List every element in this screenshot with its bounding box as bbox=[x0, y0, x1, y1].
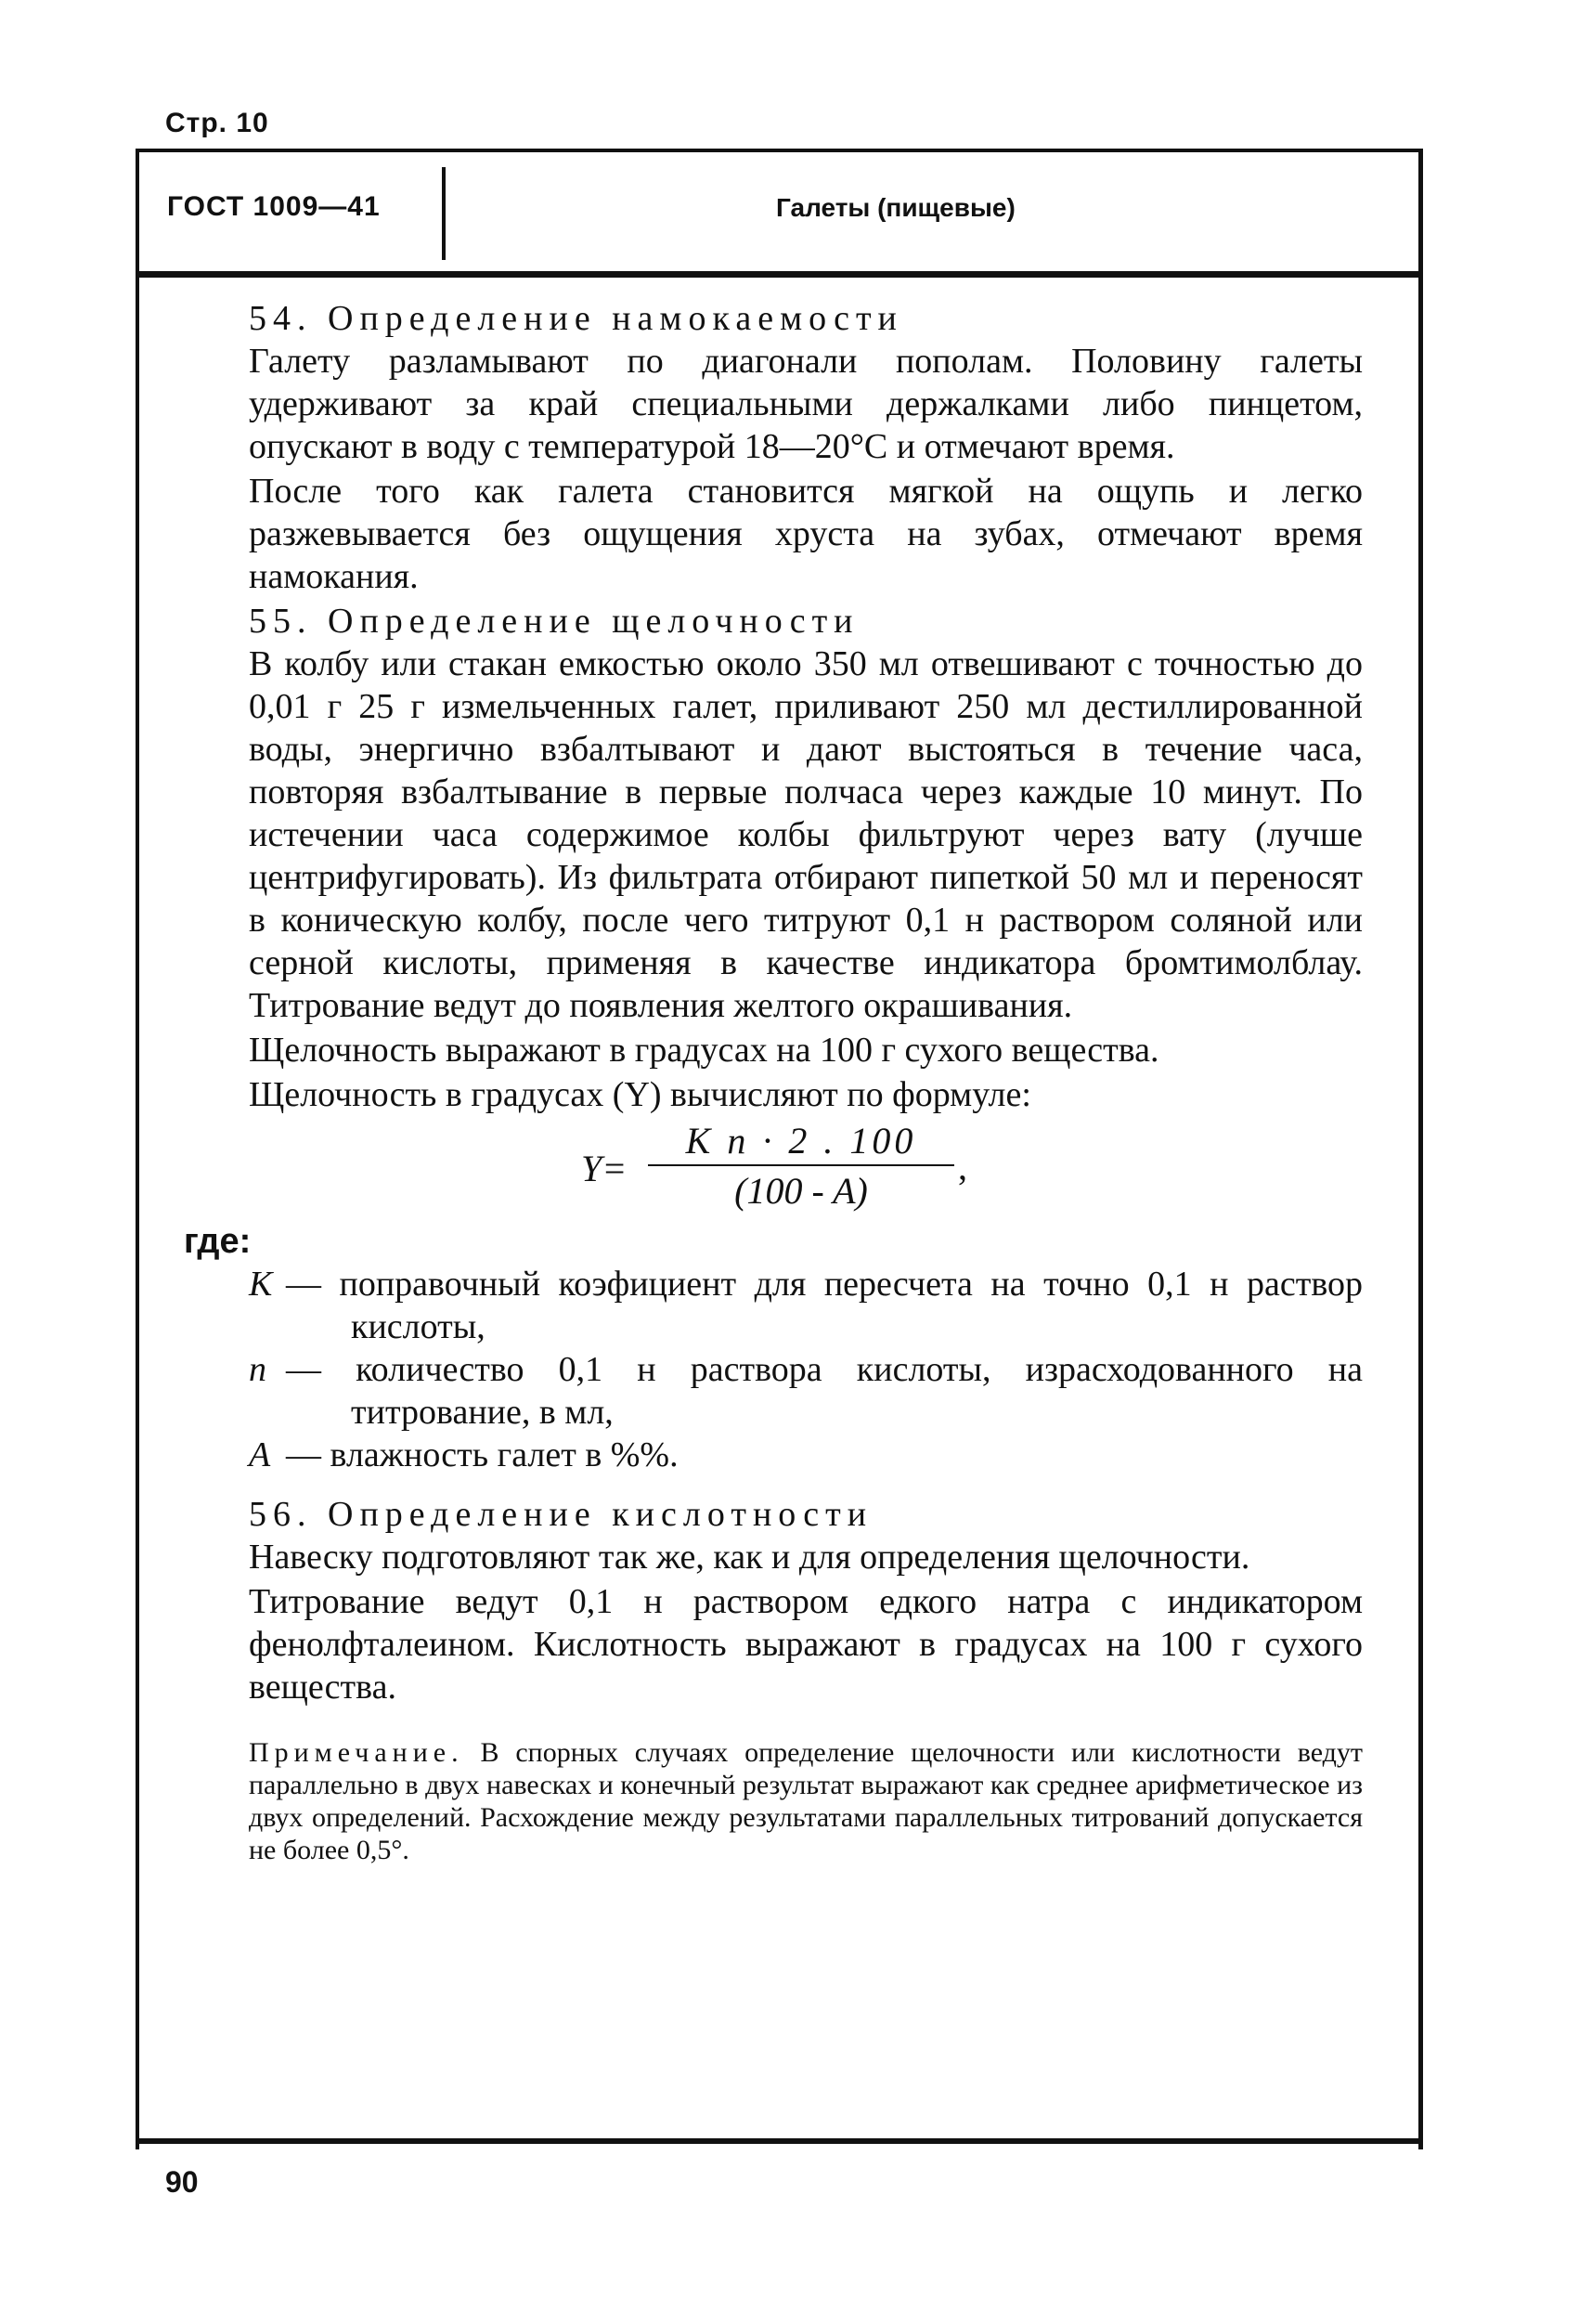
formula-denominator: (100 - A) bbox=[734, 1170, 868, 1212]
page-label: Стр. 10 bbox=[165, 108, 269, 138]
document-title: Галеты (пищевые) bbox=[776, 193, 1016, 222]
section-55-paragraph-3: Щелочность в градусах (Y) вычисляют по формуле: bbox=[249, 1075, 1031, 1114]
spacer bbox=[249, 1476, 1363, 1493]
formula-numerator: K n · 2 . 100 bbox=[685, 1120, 917, 1162]
definition-text: — количество 0,1 н раствора кислоты, израсходованного на титрование, в мл, bbox=[286, 1350, 1363, 1432]
note bbox=[249, 1736, 1363, 1866]
alkalinity-formula bbox=[249, 1120, 1363, 1220]
where-label: где: bbox=[184, 1222, 252, 1261]
page-number: 90 bbox=[165, 2165, 199, 2199]
standard-code: ГОСТ 1009—41 bbox=[167, 191, 381, 222]
section-54-paragraph-2: После того как галета становится мягкой на ощупь и легко разжевывается без ощущения хруста на зубах, отмечают время намокания. bbox=[249, 472, 1363, 596]
note-label: Примечание. bbox=[249, 1737, 464, 1768]
definition-symbol: K bbox=[249, 1265, 273, 1304]
note-text: В спорных случаях определение щелочности или кислотности ведут параллельно в двух навесках и конечный результат выражают как среднее арифметическое из двух определений. Расхождение между результатами параллельных титрований допускается не более 0,5°. bbox=[249, 1737, 1364, 1865]
section-54-paragraph-1: Галету разламывают по диагонали пополам. Половину галеты удерживают за край специальными держалками либо пинцетом, опускают в воду с температурой 18—20°С и отмечают время. bbox=[249, 342, 1363, 466]
header-separator bbox=[442, 167, 446, 260]
definition-k bbox=[249, 1263, 1363, 1348]
section-55-paragraph-2: Щелочность выражают в градусах на 100 г сухого вещества. bbox=[249, 1031, 1159, 1070]
footer-rule bbox=[136, 2138, 1419, 2144]
definition-symbol: n bbox=[249, 1350, 266, 1389]
section-56-paragraph-1: Навеску подготовляют так же, как и для определения щелочности. bbox=[249, 1538, 1250, 1577]
formula-fraction bbox=[648, 1120, 954, 1213]
definition-a bbox=[249, 1434, 1363, 1476]
section-55-heading: 55. Определение щелочности bbox=[249, 602, 860, 641]
page-content bbox=[184, 297, 1364, 1894]
formula-comma: , bbox=[958, 1146, 967, 1188]
section-54-heading: 54. Определение намокаемости bbox=[249, 299, 903, 338]
section-55-paragraph-1: В колбу или стакан емкостью около 350 мл отвешивают с точностью до 0,01 г 25 г измельченных галет, приливают 250 мл дестиллированной воды, энергично взбалтывают и дают выстояться в течение часа, повторяя взбалтывание в первые полчаса через каждые 10 минут. По истечении часа содержимое колбы фильтруют через вату (лучше центрифугировать). Из фильтрата отбирают пипеткой 50 мл и переносят в коническую колбу, после чего титруют 0,1 н раствором соляной или серной кислоты, применяя в качестве индикатора бромтимолблау. Титрование ведут до появления желтого окрашивания. bbox=[249, 644, 1363, 1025]
section-56-heading: 56. Определение кислотности bbox=[249, 1495, 874, 1534]
definition-symbol: A bbox=[249, 1435, 271, 1474]
formula-lhs: Y= bbox=[581, 1148, 628, 1189]
definition-text: — поправочный коэфициент для пересчета на точно 0,1 н раствор кислоты, bbox=[286, 1265, 1363, 1346]
section-56-paragraph-2: Титрование ведут 0,1 н раствором едкого натра с индикатором фенолфталеином. Кислотность выражают в градусах на 100 г сухого вещества. bbox=[249, 1582, 1363, 1707]
definition-n bbox=[249, 1348, 1363, 1434]
definition-text: — влажность галет в %%. bbox=[286, 1435, 679, 1474]
document-header bbox=[136, 149, 1419, 278]
fraction-bar bbox=[648, 1164, 954, 1166]
